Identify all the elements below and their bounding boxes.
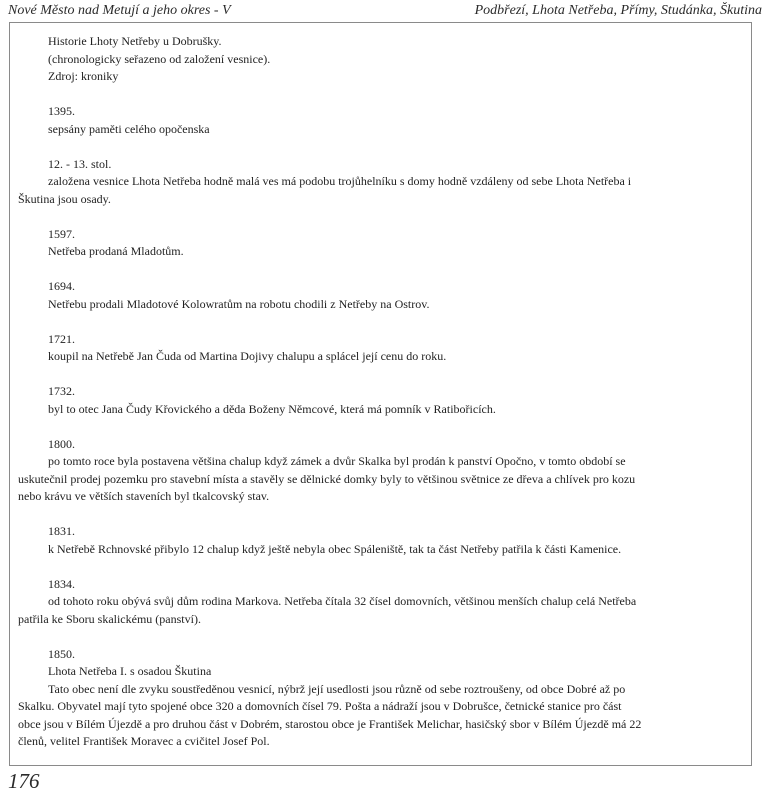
entry-text: byl to otec Jana Čudy Křovického a děda Boženy Němcové, která má pomník v Ratibořicích. <box>48 401 496 416</box>
entry-1694 <box>18 278 646 313</box>
entry-year: 1831. <box>48 524 75 538</box>
document-title: Historie Lhoty Netřeby u Dobrušky. <box>48 34 222 48</box>
entry-text: Netřeba prodaná Mladotům. <box>48 244 184 258</box>
running-header <box>8 3 762 21</box>
entry-1597 <box>18 226 646 261</box>
entry-year: 1694. <box>48 279 75 293</box>
entry-text: koupil na Netřebě Jan Čuda od Martina Dojivy chalupu a splácel její cenu do roku. <box>48 349 447 363</box>
entry-1834 <box>18 576 646 629</box>
entry-1721 <box>18 331 646 366</box>
entry-1850 <box>18 646 646 751</box>
entry-text: Tato obec není dle zvyku soustředěnou vesnicí, nýbrž její usedlosti jsou různě od sebe roztroušeny, od obce Dobré až po Skalku. Obyvatel mají tyto spojené obce 320 a domovních čísel 79. Pošta a nádraží jsou v Dobrušce, četnické stanice pro část obce jsou v Bílém Újezdě a pro druhou část v Dobrém, starostou obce je František Melichar, hasičský sbor v Bílém Újezdě má 22 členů, velitel František Moravec a cvičitel Josef Pol. <box>18 681 642 748</box>
entry-year: 1597. <box>48 226 75 241</box>
document-subtitle: (chronologicky seřazeno od založení vesnice). <box>48 51 271 66</box>
entry-text: po tomto roce byla postavena většina chalup když zámek a dvůr Skalka byl prodán k panství Opočno, v tomto období se uskutečnil prodej pozemku pro stavební místa a stavěly se dělnické domky byly to většinou světnice ze dřeva a chlívek pro kozu nebo krávu ve větších staveních byl tkalcovský stav. <box>18 454 636 503</box>
entry-text: k Netřebě Rchnovské přibylo 12 chalup když ještě nebyla obec Spáleniště, tak ta část Netřeby patřila k části Kamenice. <box>48 541 622 556</box>
entry-text: Netřebu prodali Mladotové Kolowratům na robotu chodili z Netřeby na Ostrov. <box>48 296 430 311</box>
entry-year: 1395. <box>48 104 75 118</box>
header-right-title: Podbřezí, Lhota Netřeba, Přímy, Studánka, Škutina <box>474 3 762 18</box>
entry-1800 <box>18 436 646 506</box>
document-text <box>18 33 646 768</box>
entry-text: od tohoto roku obývá svůj dům rodina Markova. Netřeba čítala 32 čísel domovních, většinou menších chalup celá Netřeba patřila ke Sboru skalickému (panství). <box>18 594 637 626</box>
entry-text: založena vesnice Lhota Netřeba hodně malá ves má podobu trojůhelníku s domy hodně vzdáleny od sebe Lhota Netřeba i Škutina jsou osady. <box>18 174 632 206</box>
entry-heading: Lhota Netřeba I. s osadou Škutina <box>48 664 212 678</box>
intro-block <box>18 33 646 86</box>
document-source: Zdroj: kroniky <box>48 69 119 83</box>
entry-year: 1732. <box>48 384 75 398</box>
entry-12-13-century <box>18 156 646 209</box>
header-left-title: Nové Město nad Metují a jeho okres - V <box>8 3 231 18</box>
page-number: 176 <box>8 769 40 793</box>
entry-year: 1834. <box>48 576 75 591</box>
entry-year: 1721. <box>48 331 75 346</box>
entry-year: 12. - 13. stol. <box>48 156 112 171</box>
entry-year: 1850. <box>48 646 75 661</box>
entry-year: 1800. <box>48 436 75 451</box>
entry-1732 <box>18 383 646 418</box>
entry-1831 <box>18 523 646 558</box>
content-frame <box>9 22 752 766</box>
entry-text: sepsány paměti celého opočenska <box>48 121 210 136</box>
entry-1395 <box>18 103 646 138</box>
